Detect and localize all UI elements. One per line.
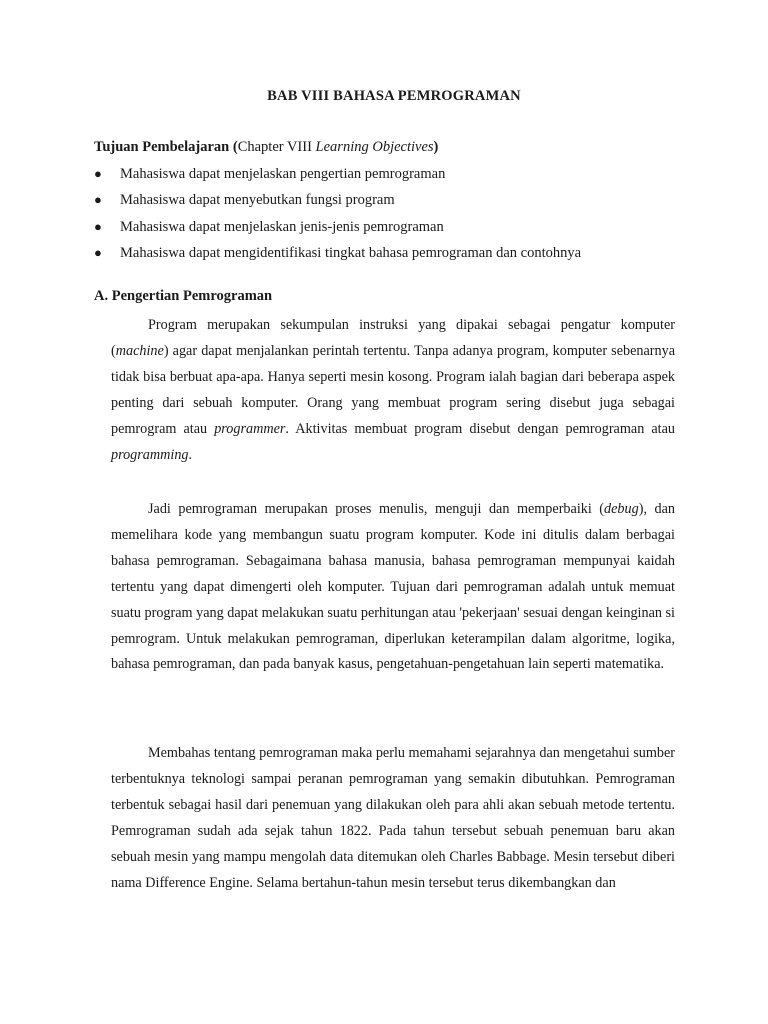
p2-text-c: ), dan memelihara kode yang membangun suatu program komputer. Kode ini ditulis dalam berbagai bahasa pemrograman. Sebagaimana bahasa manusia, bahasa pemrograman mempunyai kaidah tertentu yang dapat dimengerti oleh komputer. Tujuan dari pemrograman adalah untuk memuat suatu program yang dapat melakukan suatu perhitungan atau 'pekerjaan' sesuai dengan keinginan si pemrogram. Untuk melakukan pemrograman, diperlukan keterampilan dalam algoritme, logika, bahasa pemrograman, dan pada banyak kasus, pengetahuan-pengetahuan lain seperti matematika. <box>111 501 675 673</box>
bullet-icon: ● <box>94 166 102 181</box>
p1-italic-programming: programming <box>111 446 189 463</box>
objectives-paren-open: ( <box>229 139 238 155</box>
paragraph-2 <box>111 497 675 678</box>
p1-text-e: . Aktivitas membuat program disebut dengan pemrograman atau <box>285 420 675 437</box>
bullet-icon: ● <box>94 192 102 208</box>
list-item <box>94 242 581 268</box>
list-item <box>94 216 581 242</box>
objectives-heading-chapter: Chapter VIII <box>237 139 316 155</box>
objectives-heading-bold: Tujuan Pembelajaran <box>94 139 230 155</box>
objectives-heading <box>94 139 438 156</box>
section-a-heading: A. Pengertian Pemrograman <box>94 288 273 304</box>
p2-italic-debug: debug <box>604 501 639 517</box>
p1-text-g: . <box>188 446 193 463</box>
p1-text-a: Program merupakan sekumpulan instruksi yang dipakai sebagai pengatur komputer ( <box>111 317 675 359</box>
p2-text-a: Jadi pemrograman merupakan proses menulis, menguji dan memperbaiki ( <box>148 501 605 517</box>
objective-text: Mahasiswa dapat menjelaskan pengertian pemrograman <box>120 166 446 182</box>
objective-text: Mahasiswa dapat menjelaskan jenis-jenis pemrograman <box>120 218 444 235</box>
objectives-heading-italic: Learning Objectives <box>315 139 434 155</box>
p3-text: Membahas tentang pemrograman maka perlu memahami sejarahnya dan mengetahui sumber terbentuknya teknologi sampai peranan pemrograman yang semakin dibutuhkan. Pemrograman terbentuk sebagai hasil dari penemuan yang dilakukan oleh para ahli akan sebuah metode tertentu. Pemrograman sudah ada sejak tahun 1822. Pada tahun tersebut sebuah penemuan baru akan sebuah mesin yang mampu mengolah data ditemukan oleh Charles Babbage. Mesin tersebut diberi nama Difference Engine. Selama bertahun-tahun mesin tersebut terus dikembangkan dan <box>111 745 675 891</box>
paragraph-1 <box>111 313 675 468</box>
p1-italic-programmer: programmer <box>214 420 286 437</box>
objective-text: Mahasiswa dapat mengidentifikasi tingkat bahasa pemrograman dan contohnya <box>120 244 582 261</box>
list-item <box>94 163 581 189</box>
p1-italic-machine: machine <box>115 342 164 359</box>
objectives-list <box>94 163 581 268</box>
p1-text-c: ) agar dapat menjalankan perintah tertentu. Tanpa adanya program, komputer sebenarnya tidak bisa berbuat apa-apa. Hanya seperti mesin kosong. Program ialah bagian dari beberapa aspek penting dari sebuah komputer. Orang yang membuat program sering disebut juga sebagai pemrogram atau <box>111 342 675 437</box>
objective-text: Mahasiswa dapat menyebutkan fungsi program <box>120 192 395 209</box>
objectives-paren-close: ) <box>433 139 439 155</box>
paragraph-3 <box>111 741 675 896</box>
chapter-title: BAB VIII BAHASA PEMROGRAMAN <box>267 88 521 104</box>
bullet-icon: ● <box>94 244 102 260</box>
bullet-icon: ● <box>94 218 102 234</box>
list-item <box>94 189 581 215</box>
